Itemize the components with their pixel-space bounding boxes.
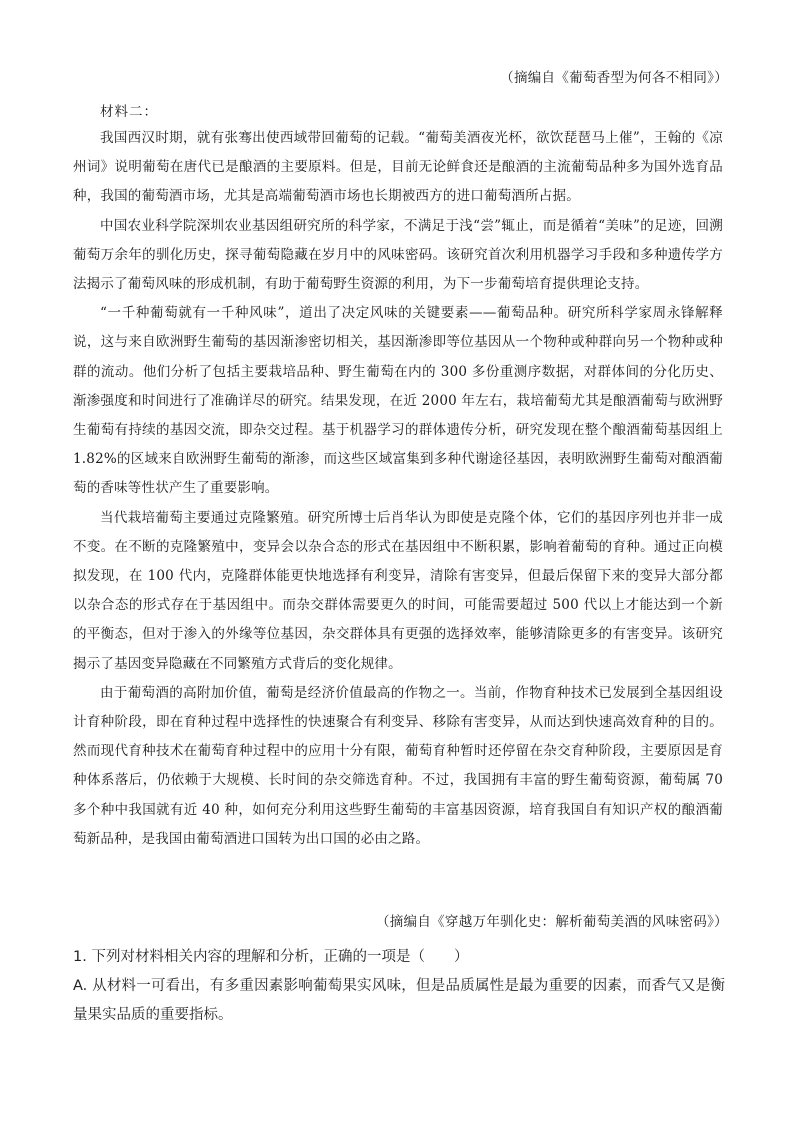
- material-heading: 材料二：: [100, 104, 158, 120]
- article-body: [73, 124, 723, 854]
- question-block: [73, 943, 725, 1030]
- paragraph: 中国农业科学院深圳农业基因组研究所的科学家，不满足于浅“尝”辄止，而是循着“美味”的足迹，回溯葡萄万余年的驯化历史，探寻葡萄隐藏在岁月中的风味密码。该研究首次利用机器学习手段和多种遗传学方法揭示了葡萄风味的形成机制，有助于葡萄野生资源的利用，为下一步葡萄培育提供理论支持。: [73, 217, 723, 293]
- source-citation-bottom: （摘编自《穿越万年驯化史：解析葡萄美酒的风味密码》）: [375, 914, 728, 930]
- paragraph: 由于葡萄酒的高附加价值，葡萄是经济价值最高的作物之一。当前，作物育种技术已发展到全基因组设计育种阶段，即在育种过程中选择性的快速聚合有利变异、移除有害变异，从而达到快速高效育种的目的。然而现代育种技术在葡萄育种过程中的应用十分有限，葡萄育种暂时还停留在杂交育种阶段，主要原因是育种体系落后，仍依赖于大规模、长时间的杂交筛选育种。不过，我国拥有丰富的野生葡萄资源，葡萄属 70 多个种中我国就有近 40 种，如何充分利用这些野生葡萄的丰富基因资源，培育我国自有知识产权的酿酒葡萄新品种，是我国由葡萄酒进口国转为出口国的必由之路。: [73, 684, 723, 847]
- source-citation-top: （摘编自《葡萄香型为何各不相同》）: [500, 70, 728, 86]
- paragraph: 我国西汉时期，就有张骞出使西域带回葡萄的记载。“葡萄美酒夜光杯，欲饮琵琶马上催”，王翰的《凉州词》说明葡萄在唐代已是酿酒的主要原料。但是，目前无论鲜食还是酿酒的主流葡萄品种多为国外选育品种，我国的葡萄酒市场，尤其是高端葡萄酒市场也长期被西方的进口葡萄酒所占据。: [73, 130, 723, 205]
- question-stem: 1. 下列对材料相关内容的理解和分析，正确的一项是（ ）: [73, 949, 469, 965]
- option-a: A. 从材料一可看出，有多重因素影响葡萄果实风味，但是品质属性是最为重要的因素，而香气又是衡量果实品质的重要指标。: [73, 978, 725, 1023]
- paragraph: 当代栽培葡萄主要通过克隆繁殖。研究所博士后肖华认为即使是克隆个体，它们的基因序列也并非一成不变。在不断的克隆繁殖中，变异会以杂合态的形式在基因组中不断积累，影响着葡萄的育种。通过正向模拟发现，在 100 代内，克隆群体能更快地选择有利变异，清除有害变异，但最后保留下来的变异大部分都以杂合态的形式存在于基因组中。而杂交群体需要更久的时间，可能需要超过 500 代以上才能达到一个新的平衡态，但对于渗入的外缘等位基因，杂交群体具有更强的选择效率，能够清除更多的有害变异。该研究揭示了基因变异隐藏在不同繁殖方式背后的变化规律。: [73, 509, 723, 672]
- paragraph: “一千种葡萄就有一千种风味”，道出了决定风味的关键要素——葡萄品种。研究所科学家周永锋解释说，这与来自欧洲野生葡萄的基因渐渗密切相关，基因渐渗即等位基因从一个物种或种群向另一个物种或种群的流动。他们分析了包括主要栽培品种、野生葡萄在内的 300 多份重测序数据，对群体间的分化历史、渐渗强度和时间进行了准确详尽的研究。结果发现，在近 2000 年左右，栽培葡萄尤其是酿酒葡萄与欧洲野生葡萄有持续的基因交流，即杂交过程。基于机器学习的群体遗传分析，研究发现在整个酿酒葡萄基因组上 1.82%的区域来自欧洲野生葡萄的渐渗，而这些区域富集到多种代谢途径基因，表明欧洲野生葡萄对酿酒葡萄的香味等性状产生了重要影响。: [73, 305, 723, 497]
